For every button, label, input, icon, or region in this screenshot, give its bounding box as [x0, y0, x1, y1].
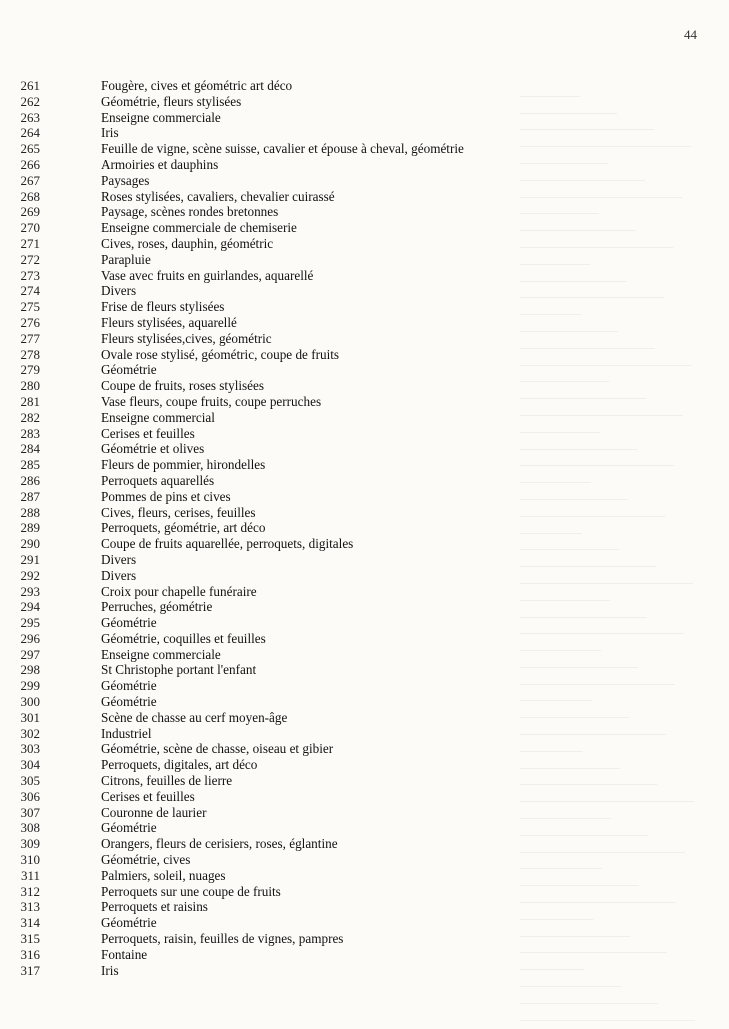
- entry-number: 291: [20, 551, 40, 567]
- entry-number: 301: [20, 709, 40, 725]
- entry-number: 314: [20, 915, 40, 931]
- entry-description: Citrons, feuilles de lierre: [101, 773, 233, 789]
- list-item: [0, 884, 729, 900]
- entry-number: 281: [20, 393, 40, 409]
- entry-number: 279: [20, 362, 40, 378]
- entry-description: Géométrie: [101, 362, 157, 378]
- entry-number: 306: [20, 788, 40, 804]
- list-item: [0, 457, 729, 473]
- entry-number: 268: [20, 188, 40, 204]
- list-item: [0, 694, 729, 710]
- entry-number: 317: [20, 962, 40, 978]
- list-item: [0, 852, 729, 868]
- entry-number: 288: [20, 504, 40, 520]
- entry-number: 282: [20, 409, 40, 425]
- entry-description: Orangers, fleurs de cerisiers, roses, églantine: [101, 836, 338, 852]
- entry-description: Vase fleurs, coupe fruits, coupe perruches: [101, 393, 322, 409]
- entry-number: 285: [20, 457, 40, 473]
- entry-description: Scène de chasse au cerf moyen-âge: [101, 709, 288, 725]
- entry-number: 295: [20, 615, 40, 631]
- list-item: [0, 157, 729, 173]
- entry-number: 287: [20, 488, 40, 504]
- entry-number: 269: [20, 204, 40, 220]
- list-item: [0, 836, 729, 852]
- entry-description: Fontaine: [101, 946, 148, 962]
- list-item: [0, 931, 729, 947]
- entry-number: 276: [20, 314, 40, 330]
- entry-description: Perroquets aquarellés: [101, 472, 215, 488]
- entry-description: Enseigne commerciale: [101, 109, 221, 125]
- entry-description: Géométrie: [101, 694, 157, 710]
- entry-number: 316: [20, 946, 40, 962]
- entry-description: Cives, fleurs, cerises, feuilles: [101, 504, 256, 520]
- list-item: [0, 726, 729, 742]
- entry-description: Coupe de fruits, roses stylisées: [101, 378, 264, 394]
- entry-number: 274: [20, 283, 40, 299]
- entry-description: Enseigne commercial: [101, 409, 215, 425]
- list-item: [0, 757, 729, 773]
- list-item: [0, 299, 729, 315]
- entry-description: Couronne de laurier: [101, 804, 207, 820]
- entry-number: 304: [20, 757, 40, 773]
- list-item: [0, 94, 729, 110]
- entry-number: 292: [20, 567, 40, 583]
- page-number: 44: [684, 27, 697, 42]
- list-item: [0, 441, 729, 457]
- list-item: [0, 741, 729, 757]
- entry-description: Palmiers, soleil, nuages: [101, 867, 226, 883]
- entry-list: [0, 78, 729, 978]
- list-item: [0, 915, 729, 931]
- entry-description: Divers: [101, 551, 137, 567]
- list-item: [0, 615, 729, 631]
- list-item: [0, 647, 729, 663]
- entry-description: Géométrie, fleurs stylisées: [101, 93, 242, 109]
- entry-number: 312: [20, 883, 40, 899]
- entry-description: Géométrie et olives: [101, 441, 205, 457]
- entry-number: 261: [20, 78, 40, 93]
- entry-description: Géométrie: [101, 615, 157, 631]
- entry-number: 275: [20, 299, 40, 315]
- list-item: [0, 520, 729, 536]
- entry-description: St Christophe portant l'enfant: [101, 662, 257, 678]
- list-item: [0, 410, 729, 426]
- entry-description: Coupe de fruits aquarellée, perroquets, digitales: [101, 536, 354, 552]
- entry-number: 315: [20, 931, 40, 947]
- entry-description: Géométrie: [101, 678, 157, 694]
- entry-description: Fleurs stylisées, aquarellé: [101, 314, 237, 330]
- list-item: [0, 236, 729, 252]
- entry-number: 303: [20, 741, 40, 757]
- entry-description: Cives, roses, dauphin, géométric: [101, 235, 274, 251]
- entry-description: Iris: [101, 962, 119, 978]
- entry-number: 283: [20, 425, 40, 441]
- entry-description: Frise de fleurs stylisées: [101, 299, 225, 315]
- entry-number: 302: [20, 725, 40, 741]
- list-item: [0, 204, 729, 220]
- entry-number: 267: [20, 172, 40, 188]
- entry-description: Perroquets, raisin, feuilles de vignes, pampres: [101, 931, 344, 947]
- list-item: [0, 378, 729, 394]
- entry-description: Pommes de pins et cives: [101, 488, 231, 504]
- list-item: [0, 189, 729, 205]
- list-item: [0, 789, 729, 805]
- entry-description: Perroquets et raisins: [101, 899, 208, 915]
- entry-description: Géométrie: [101, 820, 157, 836]
- entry-description: Perroquets, géométrie, art déco: [101, 520, 266, 536]
- entry-number: 293: [20, 583, 40, 599]
- entry-number: 277: [20, 330, 40, 346]
- entry-description: Feuille de vigne, scène suisse, cavalier et épouse à cheval, géométrie: [101, 141, 464, 157]
- entry-description: Industriel: [101, 725, 152, 741]
- entry-number: 284: [20, 441, 40, 457]
- list-item: [0, 426, 729, 442]
- entry-number: 296: [20, 630, 40, 646]
- list-item: [0, 678, 729, 694]
- entry-description: Fleurs de pommier, hirondelles: [101, 457, 266, 473]
- list-item: [0, 552, 729, 568]
- entry-description: Cerises et feuilles: [101, 425, 195, 441]
- entry-description: Divers: [101, 567, 137, 583]
- list-item: [0, 899, 729, 915]
- list-item: [0, 505, 729, 521]
- list-item: [0, 568, 729, 584]
- entry-description: Géométrie, cives: [101, 852, 191, 868]
- list-item: [0, 173, 729, 189]
- list-item: [0, 963, 729, 979]
- list-item: [0, 631, 729, 647]
- entry-number: 271: [20, 235, 40, 251]
- list-item: [0, 252, 729, 268]
- list-item: [0, 268, 729, 284]
- entry-description: Géométrie: [101, 915, 157, 931]
- list-item: [0, 125, 729, 141]
- entry-description: Perruches, géométrie: [101, 599, 213, 615]
- entry-description: Vase avec fruits en guirlandes, aquarellé: [101, 267, 314, 283]
- entry-description: Ovale rose stylisé, géométric, coupe de fruits: [101, 346, 340, 362]
- entry-number: 289: [20, 520, 40, 536]
- entry-description: Divers: [101, 283, 137, 299]
- entry-number: 265: [20, 141, 40, 157]
- list-item: [0, 868, 729, 884]
- entry-number: 298: [20, 662, 40, 678]
- list-item: [0, 584, 729, 600]
- entry-number: 266: [20, 156, 40, 172]
- entry-number: 299: [20, 678, 40, 694]
- list-item: [0, 362, 729, 378]
- entry-number: 308: [20, 820, 40, 836]
- entry-description: Roses stylisées, cavaliers, chevalier cuirassé: [101, 188, 335, 204]
- list-item: [0, 110, 729, 126]
- entry-number: 273: [20, 267, 40, 283]
- entry-number: 286: [20, 472, 40, 488]
- entry-description: Paysages: [101, 172, 150, 188]
- list-item: [0, 78, 729, 94]
- list-item: [0, 710, 729, 726]
- entry-description: Paysage, scènes rondes bretonnes: [101, 204, 279, 220]
- list-item: [0, 662, 729, 678]
- entry-number: 305: [20, 773, 40, 789]
- entry-description: Perroquets, digitales, art déco: [101, 757, 258, 773]
- entry-number: 280: [20, 378, 40, 394]
- entry-description: Iris: [101, 125, 119, 141]
- entry-description: Parapluie: [101, 251, 151, 267]
- entry-number: 307: [20, 804, 40, 820]
- list-item: [0, 489, 729, 505]
- entry-number: 310: [20, 852, 40, 868]
- entry-description: Fougère, cives et géométric art déco: [101, 78, 293, 93]
- entry-description: Enseigne commerciale de chemiserie: [101, 220, 297, 236]
- entry-number: 300: [20, 694, 40, 710]
- entry-number: 270: [20, 220, 40, 236]
- entry-number: 272: [20, 251, 40, 267]
- entry-number: 290: [20, 536, 40, 552]
- list-item: [0, 331, 729, 347]
- list-item: [0, 947, 729, 963]
- entry-number: 294: [20, 599, 40, 615]
- entry-description: Fleurs stylisées,cives, géométric: [101, 330, 272, 346]
- entry-description: Cerises et feuilles: [101, 788, 195, 804]
- list-item: [0, 805, 729, 821]
- entry-description: Armoiries et dauphins: [101, 156, 219, 172]
- list-item: [0, 773, 729, 789]
- list-item: [0, 473, 729, 489]
- list-item: [0, 347, 729, 363]
- list-item: [0, 283, 729, 299]
- list-item: [0, 141, 729, 157]
- entry-number: 309: [20, 836, 40, 852]
- entry-number: 278: [20, 346, 40, 362]
- entry-number: 264: [20, 125, 40, 141]
- entry-number: 263: [20, 109, 40, 125]
- entry-description: Croix pour chapelle funéraire: [101, 583, 257, 599]
- entry-description: Enseigne commerciale: [101, 646, 221, 662]
- entry-number: 262: [20, 93, 40, 109]
- entry-number: 297: [20, 646, 40, 662]
- list-item: [0, 599, 729, 615]
- entry-number: 311: [20, 867, 40, 883]
- entry-description: Géométrie, coquilles et feuilles: [101, 630, 266, 646]
- entry-number: 313: [20, 899, 40, 915]
- list-item: [0, 315, 729, 331]
- list-item: [0, 820, 729, 836]
- list-item: [0, 536, 729, 552]
- list-item: [0, 220, 729, 236]
- entry-description: Géométrie, scène de chasse, oiseau et gibier: [101, 741, 334, 757]
- list-item: [0, 394, 729, 410]
- entry-description: Perroquets sur une coupe de fruits: [101, 883, 281, 899]
